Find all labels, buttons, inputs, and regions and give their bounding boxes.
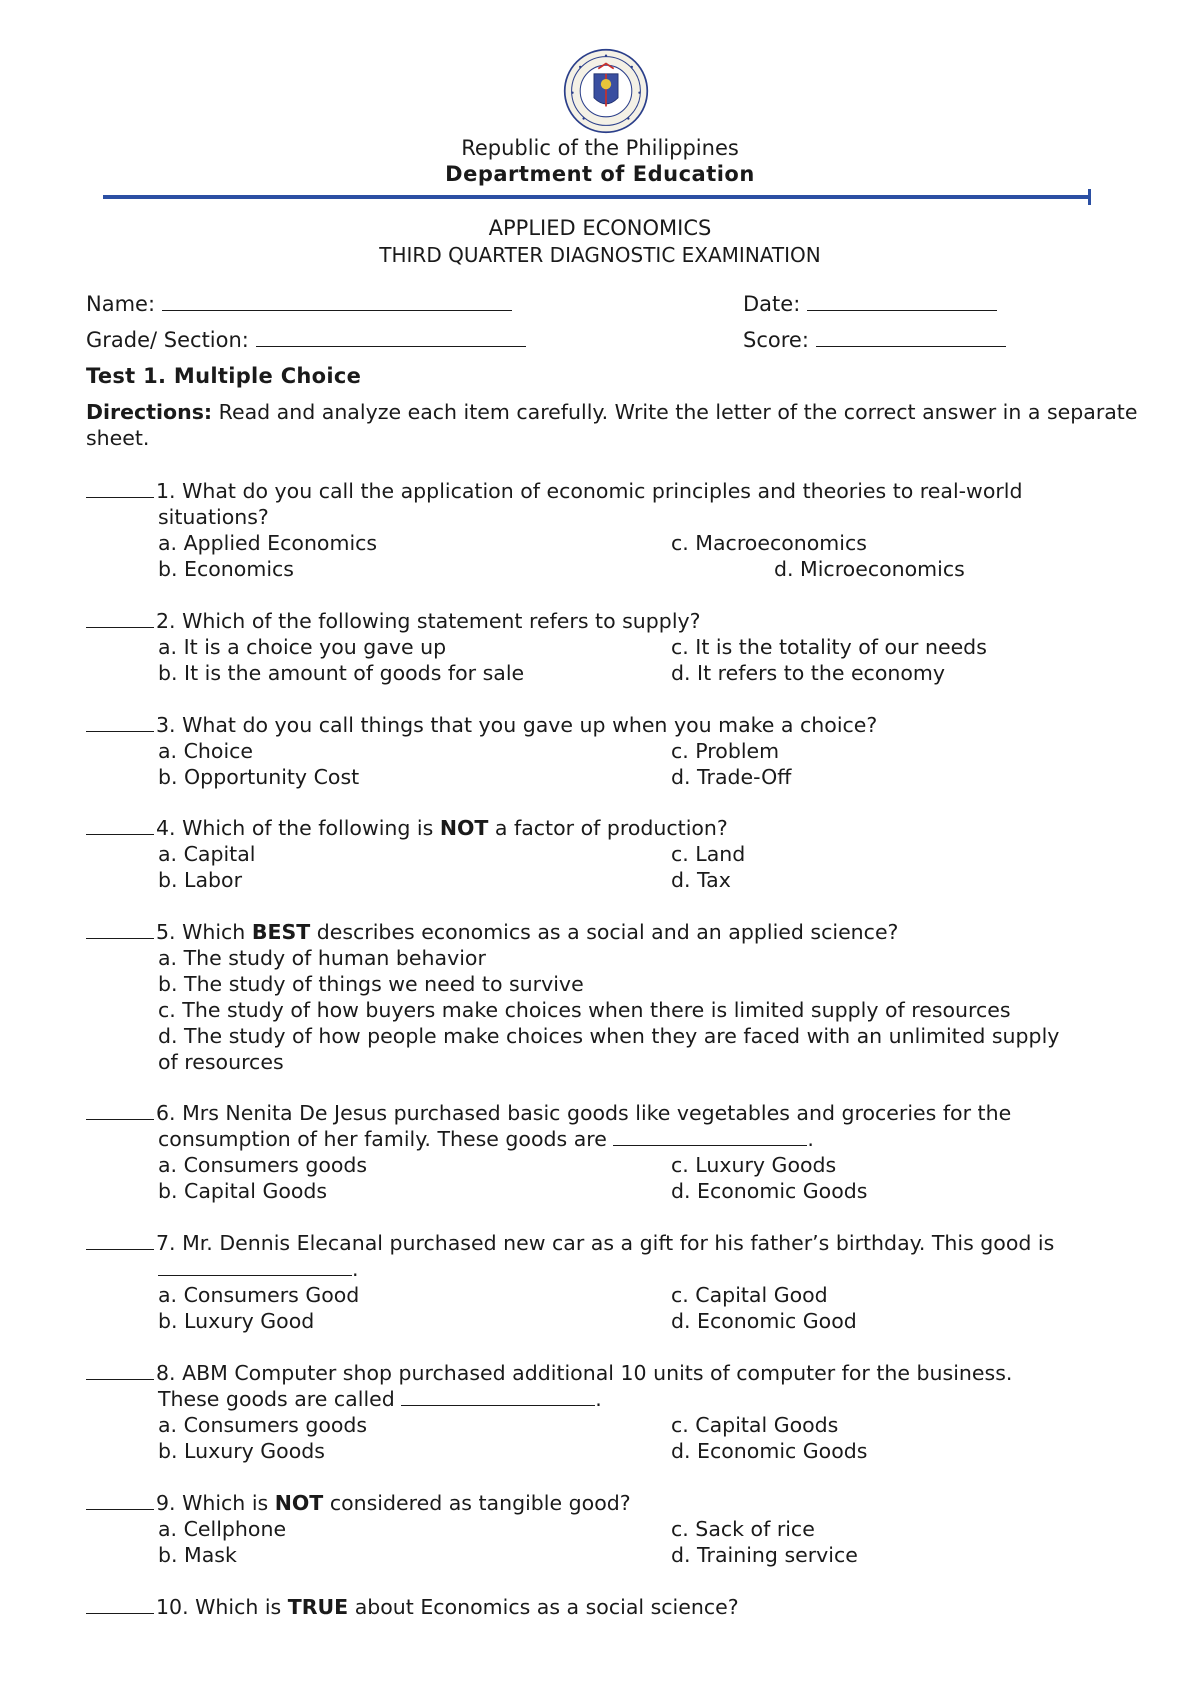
- option-a: a. Consumers goods: [158, 1153, 368, 1177]
- question-stem: 3. What do you call things that you gave up when you make a choice?: [156, 713, 878, 737]
- question-3: [86, 712, 1166, 790]
- option-c: c. It is the totality of our needs: [671, 635, 987, 659]
- question-stem-end: about Economics as a social science?: [348, 1595, 739, 1619]
- exam-title: THIRD QUARTER DIAGNOSTIC EXAMINATION: [379, 243, 821, 267]
- option-a: a. Choice: [158, 739, 254, 763]
- option-d: d. It refers to the economy: [671, 661, 946, 685]
- deped-seal-icon: [563, 48, 649, 134]
- score-blank[interactable]: [816, 328, 1006, 347]
- question-stem-end: .: [352, 1257, 359, 1281]
- question-emphasis: TRUE: [287, 1595, 349, 1619]
- fill-in-blank: [158, 1257, 352, 1276]
- answer-blank-1[interactable]: [86, 478, 154, 498]
- answer-blank-6[interactable]: [86, 1100, 154, 1120]
- option-a: a. The study of human behavior: [158, 946, 486, 970]
- name-label: Name:: [86, 292, 156, 316]
- option-d: d. Economic Good: [671, 1309, 857, 1333]
- question-stem-end: a factor of production?: [488, 816, 728, 840]
- header-rule: [103, 195, 1091, 199]
- option-b: b. It is the amount of goods for sale: [158, 661, 525, 685]
- answer-blank-3[interactable]: [86, 712, 154, 732]
- name-blank[interactable]: [162, 292, 512, 311]
- option-a: a. Consumers goods: [158, 1413, 368, 1437]
- fill-in-blank: [401, 1387, 595, 1406]
- question-8: [86, 1360, 1166, 1464]
- question-9: [86, 1490, 1166, 1568]
- option-a: a. Capital: [158, 842, 256, 866]
- question-emphasis: BEST: [251, 920, 311, 944]
- option-b: b. Luxury Goods: [158, 1439, 325, 1463]
- option-d: d. Trade-Off: [671, 765, 792, 789]
- question-stem: 6. Mrs Nenita De Jesus purchased basic goods like vegetables and groceries for the: [156, 1101, 1012, 1125]
- question-10: [86, 1594, 1166, 1620]
- option-c: c. Land: [671, 842, 746, 866]
- answer-blank-9[interactable]: [86, 1490, 154, 1510]
- option-d: d. Training service: [671, 1543, 858, 1567]
- header-rule-end: [1088, 189, 1091, 205]
- date-label: Date:: [743, 292, 801, 316]
- answer-blank-8[interactable]: [86, 1360, 154, 1380]
- option-b: b. Mask: [158, 1543, 237, 1567]
- option-b: b. Economics: [158, 557, 294, 581]
- option-b: b. Luxury Good: [158, 1309, 315, 1333]
- option-c: c. Capital Good: [671, 1283, 828, 1307]
- question-stem: 2. Which of the following statement refers to supply?: [156, 609, 701, 633]
- fill-in-blank: [613, 1127, 807, 1146]
- question-emphasis: NOT: [274, 1491, 324, 1515]
- question-stem: 5. Which: [156, 920, 252, 944]
- option-b: b. Capital Goods: [158, 1179, 328, 1203]
- directions-text: Read and analyze each item carefully. Write the letter of the correct answer in a separate sheet.: [86, 400, 1138, 450]
- question-4: [86, 815, 1166, 893]
- republic-line: Republic of the Philippines: [461, 136, 739, 160]
- question-2: [86, 608, 1166, 686]
- option-a: a. Consumers Good: [158, 1283, 360, 1307]
- directions-label: Directions:: [86, 400, 213, 424]
- answer-blank-10[interactable]: [86, 1594, 154, 1614]
- question-stem: 8. ABM Computer shop purchased additional 10 units of computer for the business.: [156, 1361, 1013, 1385]
- question-stem-end: .: [807, 1127, 814, 1151]
- option-d-continued: of resources: [158, 1050, 284, 1074]
- test-heading: Test 1. Multiple Choice: [86, 364, 362, 388]
- question-stem-continued: situations?: [158, 505, 269, 529]
- option-d: d. Economic Goods: [671, 1439, 868, 1463]
- option-d: d. Economic Goods: [671, 1179, 868, 1203]
- question-stem: 9. Which is: [156, 1491, 275, 1515]
- answer-blank-5[interactable]: [86, 919, 154, 939]
- grade-section-label: Grade/ Section:: [86, 328, 249, 352]
- answer-blank-4[interactable]: [86, 815, 154, 835]
- question-stem: 1. What do you call the application of economic principles and theories to real-world: [156, 479, 1023, 503]
- score-field[interactable]: [743, 328, 1006, 352]
- option-c: c. Luxury Goods: [671, 1153, 837, 1177]
- question-stem-continued: consumption of her family. These goods are: [158, 1127, 607, 1151]
- option-b: b. The study of things we need to survive: [158, 972, 584, 996]
- department-line: Department of Education: [445, 162, 755, 186]
- answer-blank-7[interactable]: [86, 1230, 154, 1250]
- directions: [86, 399, 1146, 451]
- option-a: a. It is a choice you gave up: [158, 635, 447, 659]
- question-stem-end: .: [595, 1387, 602, 1411]
- question-6: [86, 1100, 1166, 1204]
- name-field[interactable]: [86, 292, 512, 316]
- question-7: [86, 1230, 1166, 1334]
- question-stem-continued: These goods are called: [158, 1387, 395, 1411]
- date-field[interactable]: [743, 292, 997, 316]
- question-stem-end: describes economics as a social and an applied science?: [310, 920, 899, 944]
- option-c: c. Sack of rice: [671, 1517, 815, 1541]
- question-stem: 7. Mr. Dennis Elecanal purchased new car as a gift for his father’s birthday. This good is: [156, 1231, 1055, 1255]
- grade-section-blank[interactable]: [256, 328, 526, 347]
- option-c: c. The study of how buyers make choices when there is limited supply of resources: [158, 998, 1011, 1022]
- question-emphasis: NOT: [439, 816, 489, 840]
- score-label: Score:: [743, 328, 809, 352]
- option-a: a. Cellphone: [158, 1517, 287, 1541]
- option-b: b. Opportunity Cost: [158, 765, 360, 789]
- question-stem: 10. Which is: [156, 1595, 288, 1619]
- option-c: c. Problem: [671, 739, 780, 763]
- option-d: d. Tax: [671, 868, 731, 892]
- question-5: [86, 919, 1166, 1075]
- exam-subject: APPLIED ECONOMICS: [488, 216, 712, 240]
- date-blank[interactable]: [807, 292, 997, 311]
- grade-section-field[interactable]: [86, 328, 526, 352]
- option-c: c. Macroeconomics: [671, 531, 867, 555]
- option-d: d. The study of how people make choices when they are faced with an unlimited supply: [158, 1024, 1060, 1048]
- question-stem-end: considered as tangible good?: [323, 1491, 631, 1515]
- answer-blank-2[interactable]: [86, 608, 154, 628]
- question-1: [86, 478, 1166, 582]
- option-c: c. Capital Goods: [671, 1413, 839, 1437]
- question-stem: 4. Which of the following is: [156, 816, 440, 840]
- option-b: b. Labor: [158, 868, 243, 892]
- option-a: a. Applied Economics: [158, 531, 378, 555]
- option-d: d. Microeconomics: [774, 557, 965, 581]
